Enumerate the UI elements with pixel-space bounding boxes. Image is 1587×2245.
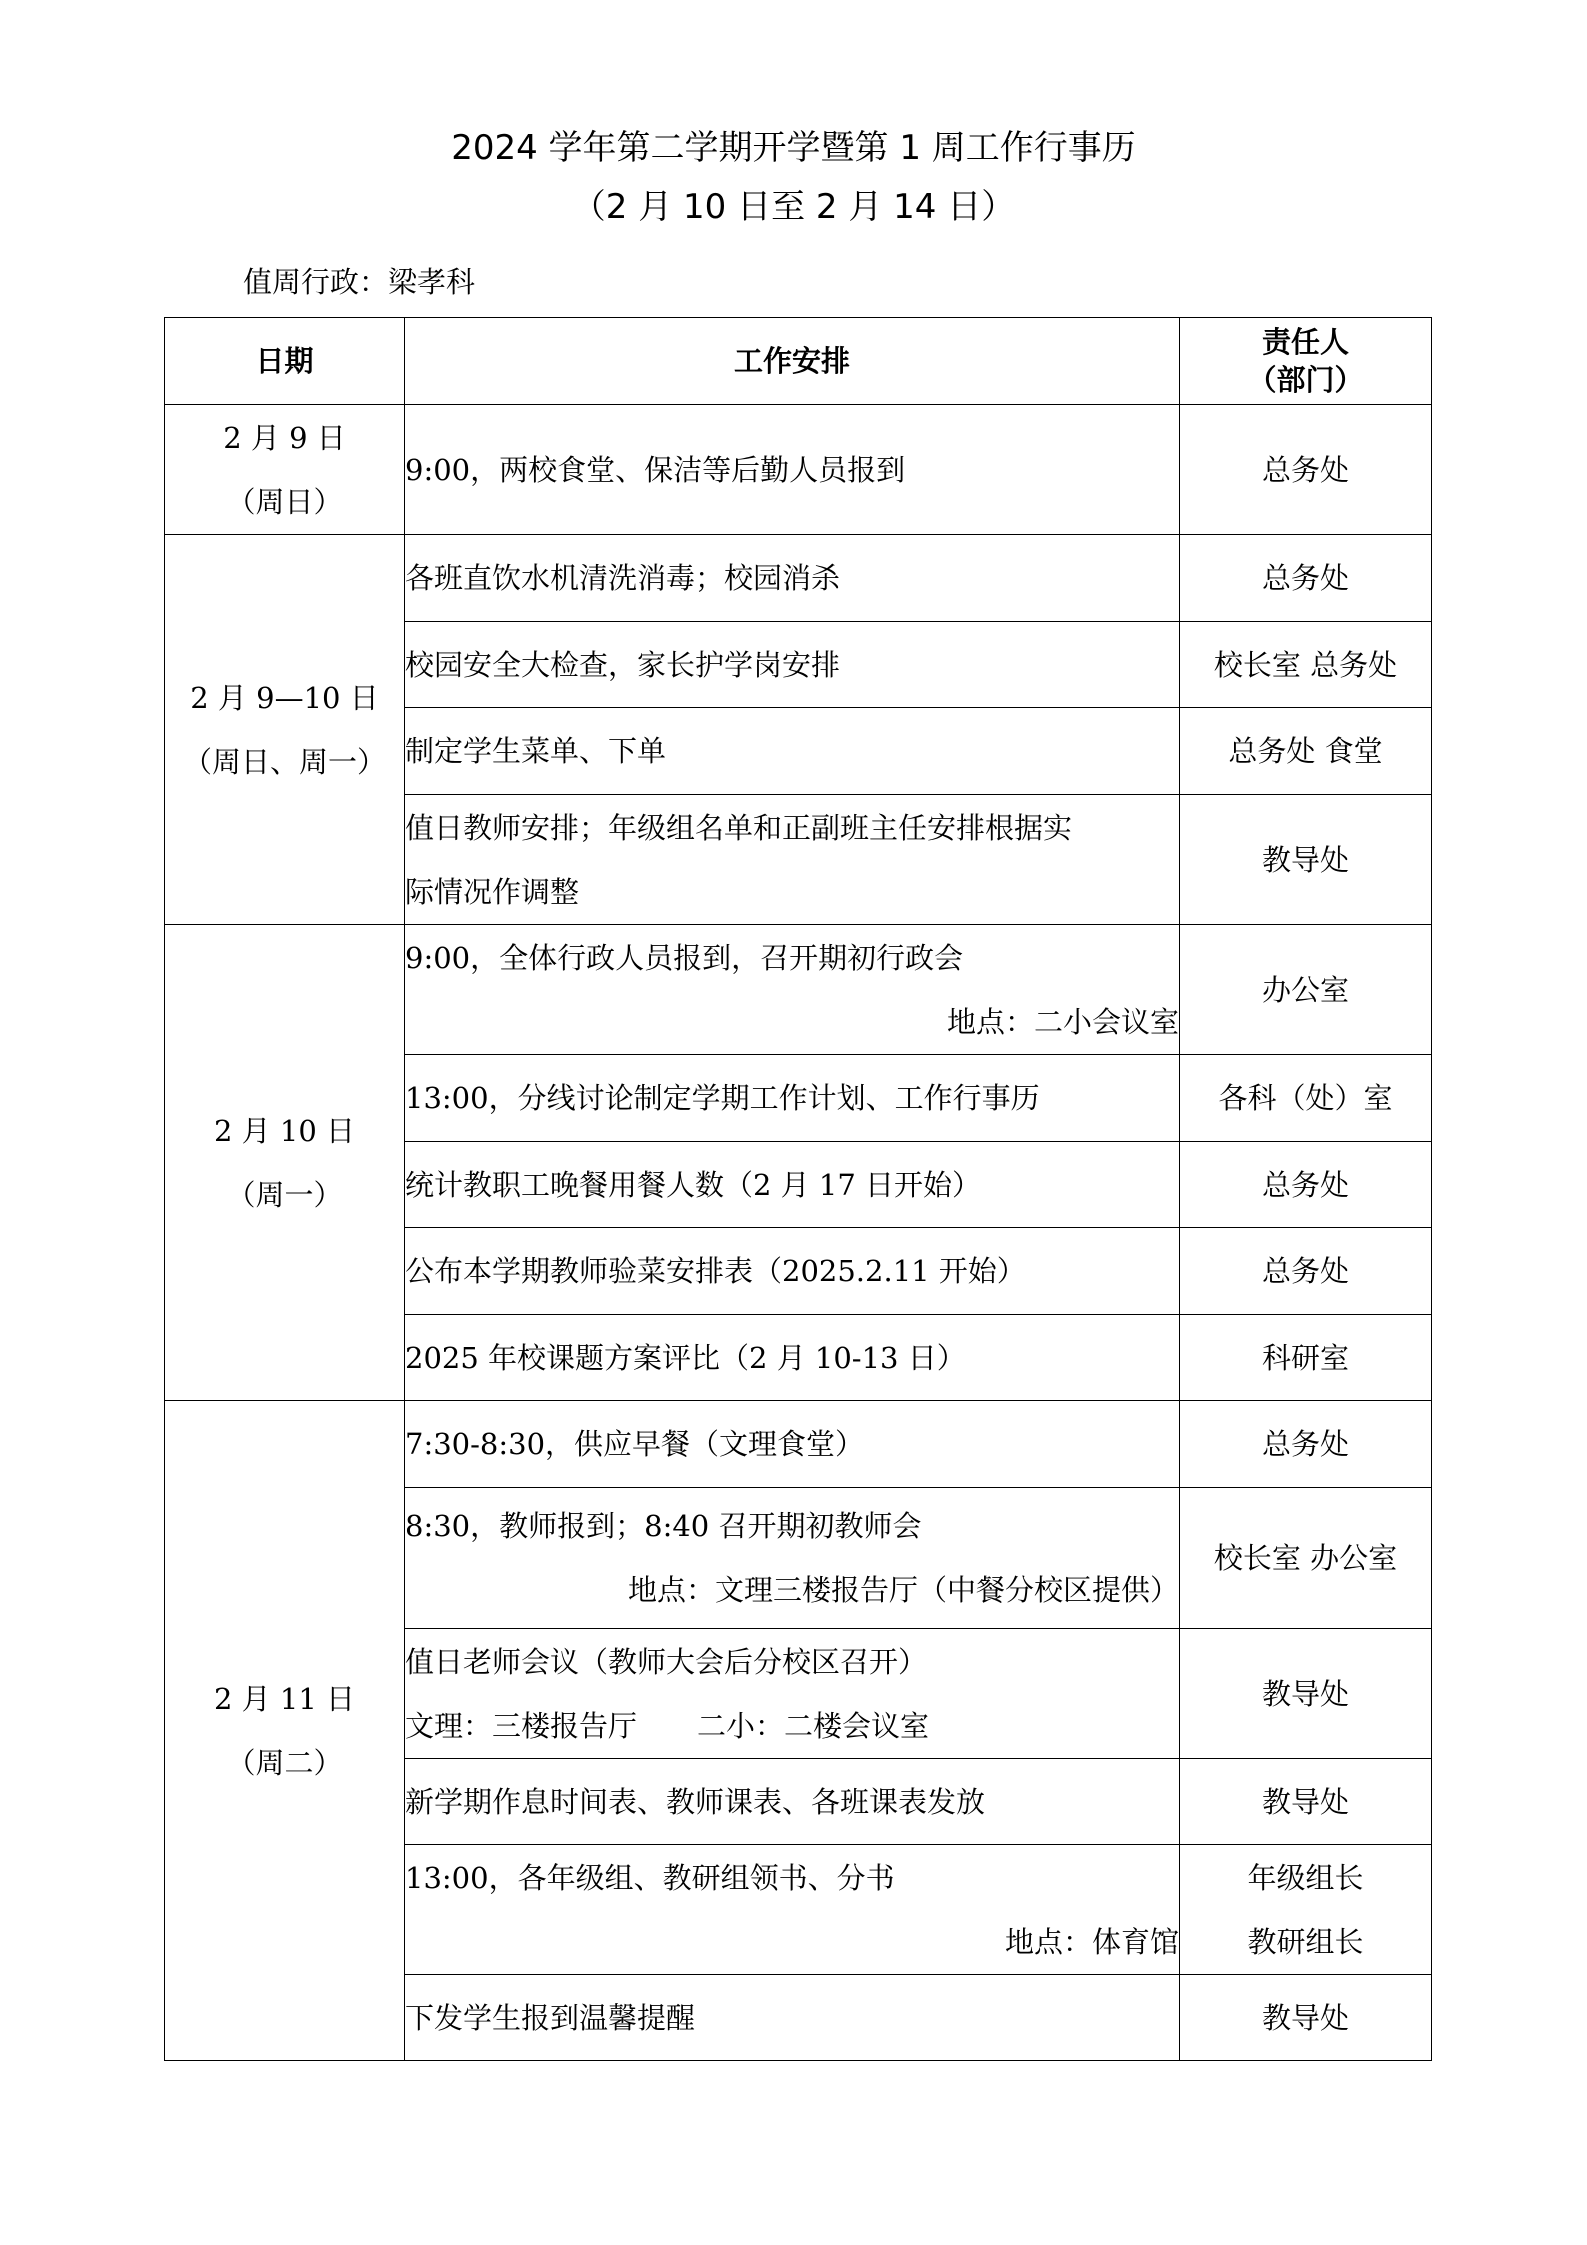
owner-cell: 总务处: [1180, 1401, 1432, 1488]
task-text: 统计教职工晚餐用餐人数（2 月 17 日开始）: [405, 1167, 982, 1202]
header-task: 工作安排: [405, 318, 1180, 405]
header-date: 日期: [165, 318, 405, 405]
task-text: 9:00，两校食堂、保洁等后勤人员报到: [405, 452, 906, 487]
weekday-label: （周日、周一）: [182, 744, 386, 779]
header-owner-line2: （部门）: [1247, 363, 1364, 397]
table-row: [165, 1401, 1432, 1488]
owner-cell: 总务处: [1180, 1228, 1432, 1315]
task-cell: [405, 1845, 1180, 1975]
owner-cell: 教导处: [1180, 1629, 1432, 1759]
task-text: 7:30-8:30，供应早餐（文理食堂）: [405, 1427, 865, 1461]
task-text: 8:30，教师报到；8:40 召开期初教师会: [405, 1509, 922, 1543]
owner-line2: 教研组长: [1247, 1924, 1364, 1959]
date-cell: [165, 1401, 405, 2061]
weekday-label: （周日）: [226, 484, 343, 519]
task-text: 13:00，分线讨论制定学期工作计划、工作行事历: [405, 1081, 1040, 1115]
table-row: [165, 925, 1432, 1055]
owner-cell: 各科（处）室: [1180, 1055, 1432, 1142]
task-cell: [405, 1759, 1180, 1845]
task-cell: [405, 1401, 1180, 1488]
task-cell: [405, 622, 1180, 708]
owner-cell: 校长室 办公室: [1180, 1488, 1432, 1629]
owner-cell: 校长室 总务处: [1180, 622, 1432, 708]
date-label: 2 月 9 日: [223, 420, 346, 455]
table-row: [165, 535, 1432, 622]
task-text: 各班直饮水机清洗消毒；校园消杀: [405, 561, 841, 595]
task-text: 公布本学期教师验菜安排表（2025.2.11 开始）: [405, 1254, 1026, 1288]
task-cell: [405, 1629, 1180, 1759]
task-text: 值日教师安排；年级组名单和正副班主任安排根据实: [405, 810, 1073, 845]
header-owner: [1180, 318, 1432, 405]
duty-administrator: 值周行政：梁孝科: [243, 265, 476, 299]
date-cell: [165, 535, 405, 925]
owner-cell: 办公室: [1180, 925, 1432, 1055]
owner-line1: 年级组长: [1247, 1860, 1364, 1895]
date-cell: [165, 405, 405, 535]
task-text: 校园安全大检查，家长护学岗安排: [405, 647, 841, 682]
date-label: 2 月 10 日: [213, 1113, 355, 1148]
task-venues: [405, 1694, 1179, 1758]
task-cell: [405, 1975, 1180, 2061]
document-date-range: （2 月 10 日至 2 月 14 日）: [571, 187, 1016, 227]
weekday-label: （周二）: [226, 1745, 343, 1780]
table-header-row: [165, 318, 1432, 405]
task-cell: [405, 795, 1180, 925]
venue-erxiao: 二小：二楼会议室: [697, 1708, 930, 1743]
owner-cell: 总务处: [1180, 535, 1432, 622]
table-row: [165, 405, 1432, 535]
date-label: 2 月 11 日: [213, 1681, 355, 1716]
task-cell: [405, 1142, 1180, 1228]
owner-cell: [1180, 1845, 1432, 1975]
owner-cell: 总务处: [1180, 405, 1432, 535]
task-text: 制定学生菜单、下单: [405, 734, 667, 768]
owner-cell: 教导处: [1180, 1759, 1432, 1845]
schedule-table: [164, 317, 1432, 2061]
task-cell: [405, 925, 1180, 1055]
owner-cell: 总务处 食堂: [1180, 708, 1432, 795]
task-cell: [405, 1315, 1180, 1401]
document-title: 2024 学年第二学期开学暨第 1 周工作行事历: [451, 128, 1136, 168]
task-text-continued: 际情况作调整: [405, 874, 580, 909]
task-text: 下发学生报到温馨提醒: [405, 2000, 696, 2035]
task-text: 值日老师会议（教师大会后分校区召开）: [405, 1644, 928, 1679]
venue-wenli: 文理：三楼报告厅: [405, 1708, 638, 1743]
task-cell: [405, 405, 1180, 535]
owner-cell: 教导处: [1180, 1975, 1432, 2061]
task-cell: [405, 535, 1180, 622]
task-cell: [405, 1228, 1180, 1315]
date-cell: [165, 925, 405, 1401]
task-text: 2025 年校课题方案评比（2 月 10-13 日）: [405, 1340, 966, 1375]
owner-cell: 教导处: [1180, 795, 1432, 925]
owner-cell: 总务处: [1180, 1142, 1432, 1228]
owner-cell: 科研室: [1180, 1315, 1432, 1401]
task-cell: [405, 708, 1180, 795]
weekday-label: （周一）: [226, 1177, 343, 1212]
task-location: 地点：文理三楼报告厅（中餐分校区提供）: [627, 1573, 1179, 1607]
task-cell: [405, 1488, 1180, 1629]
task-location: 地点：二小会议室: [946, 1004, 1179, 1039]
task-text: 13:00，各年级组、教研组领书、分书: [405, 1860, 895, 1895]
task-text: 9:00，全体行政人员报到，召开期初行政会: [405, 940, 964, 975]
task-text: 新学期作息时间表、教师课表、各班课表发放: [405, 1784, 986, 1819]
header-owner-line1: 责任人: [1261, 325, 1349, 359]
task-cell: [405, 1055, 1180, 1142]
date-label: 2 月 9—10 日: [190, 680, 379, 715]
task-location: 地点：体育馆: [1004, 1924, 1179, 1959]
